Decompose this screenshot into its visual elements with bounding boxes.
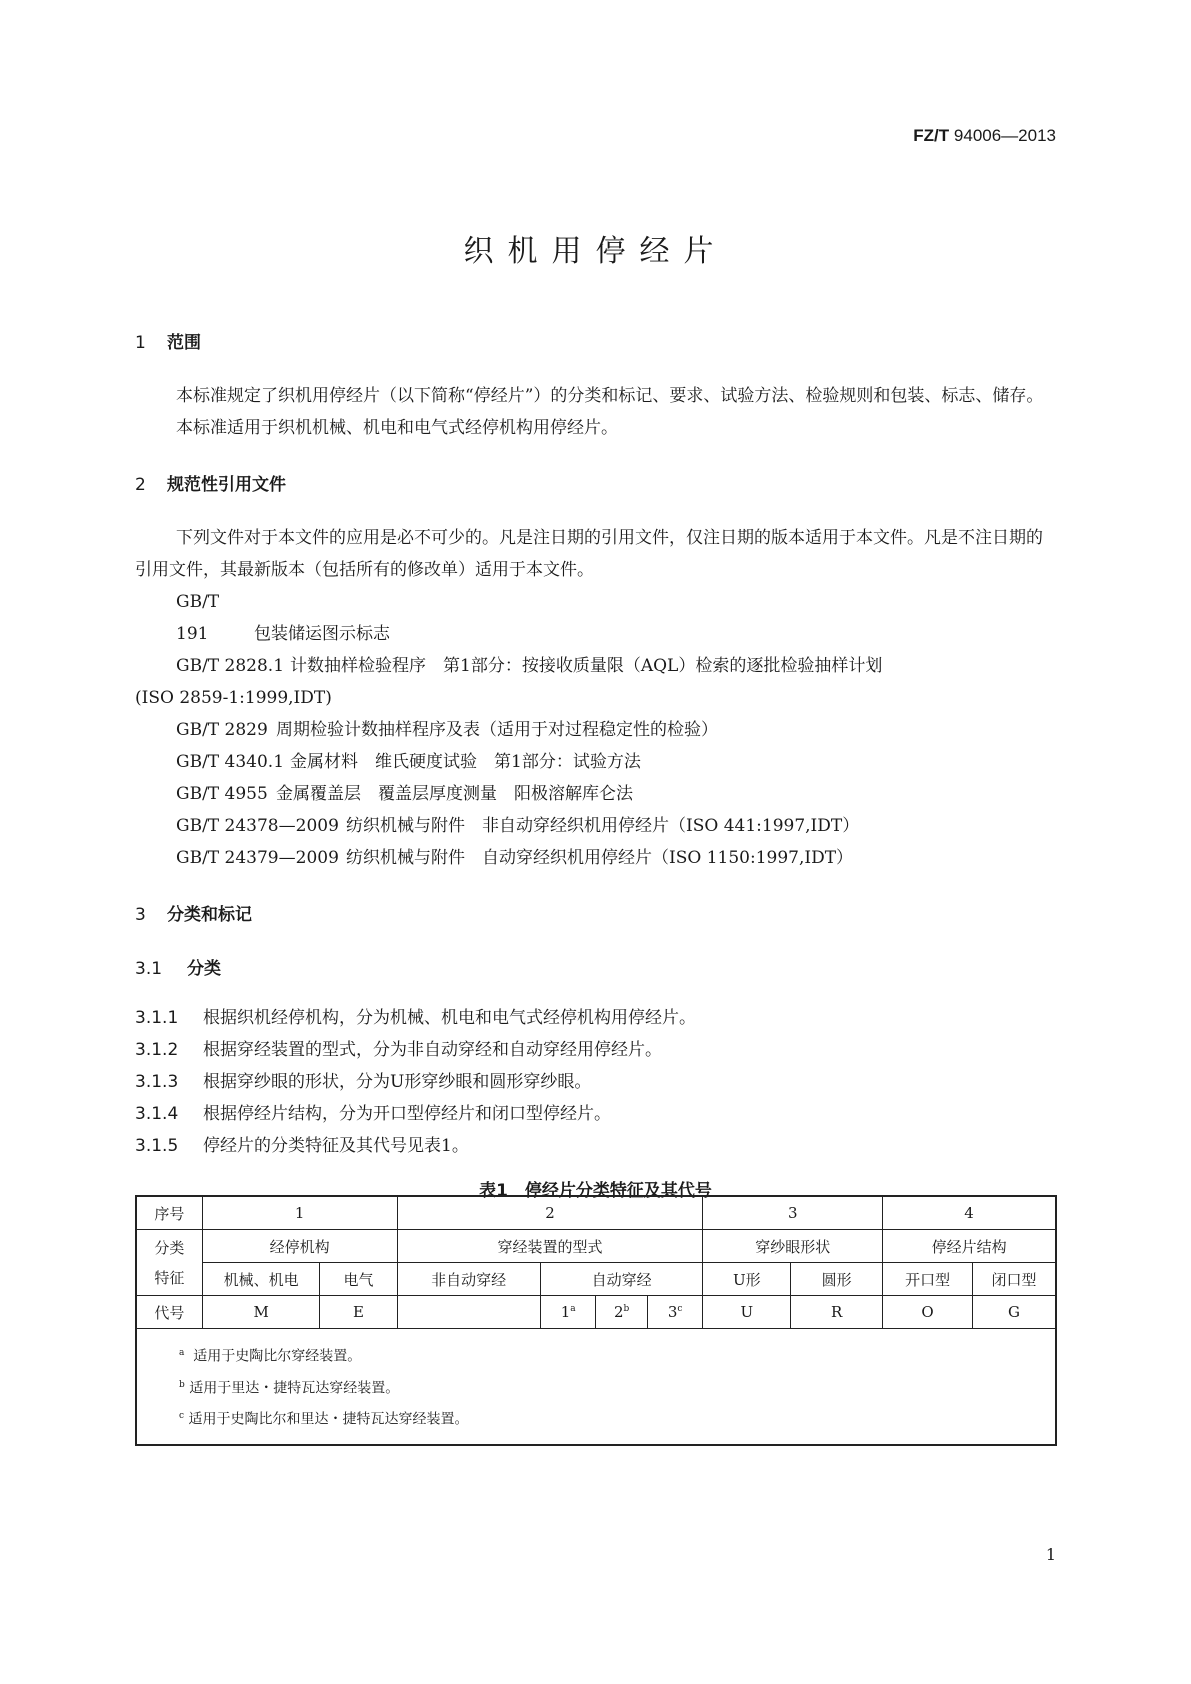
classification-table (135, 1195, 1057, 1446)
paragraph: 下列文件对于本文件的应用是必不可少的。凡是注日期的引用文件，仅注日期的版本适用于本文件。凡是不注日期的引用文件，其最新版本（包括所有的修改单）适用于本文件。 (135, 528, 1043, 580)
sub-header: 开口型 (883, 1263, 973, 1296)
code-cell: U (703, 1296, 791, 1329)
reference-item: GB/T 2828.1 计数抽样检验程序 第1部分：按接收质量限（AQL）检索的逐批检验抽样计划 (176, 656, 883, 676)
section-1-heading: 1 范围 (135, 333, 201, 353)
table-caption: 表1 停经片分类特征及其代号 (479, 1181, 712, 1201)
sub-header: 电气 (320, 1263, 397, 1296)
code-cell: 3$^c$ (647, 1296, 703, 1329)
paragraph: 本标准规定了织机用停经片（以下简称“停经片”）的分类和标记、要求、试验方法、检验规则和包装、标志、储存。 (176, 386, 1044, 406)
group-header: 穿经装置的型式 (397, 1230, 703, 1263)
page-number: 1 (1045, 1545, 1056, 1564)
sub-header: 机械、机电 (202, 1263, 320, 1296)
code-cell: O (883, 1296, 973, 1329)
standard-code (913, 126, 1056, 146)
sub-header: 非自动穿经 (397, 1263, 540, 1296)
table-row (136, 1263, 1056, 1296)
paragraph: 本标准适用于织机机械、机电和电气式经停机构用停经片。 (176, 418, 618, 438)
document-title: 织机用停经片 (463, 234, 728, 269)
code-cell (397, 1296, 540, 1329)
group-header: 停经片结构 (883, 1230, 1056, 1263)
row-label: 代号 (136, 1296, 202, 1329)
clause: 3.1.3 根据穿纱眼的形状，分为U形穿纱眼和圆形穿纱眼。 (135, 1072, 592, 1092)
clause: 3.1.4 根据停经片结构，分为开口型停经片和闭口型停经片。 (135, 1104, 611, 1124)
reference-item: GB/T 4340.1 金属材料 维氏硬度试验 第1部分：试验方法 (176, 752, 641, 772)
standard-number: 94006—2013 (953, 126, 1056, 145)
clause: 3.1.5 停经片的分类特征及其代号见表1。 (135, 1136, 469, 1156)
table-note: $^b$ 适用于里达・捷特瓦达穿经装置。 (179, 1379, 400, 1397)
reference-item: GB/T 2829 周期检验计数抽样程序及表（适用于对过程稳定性的检验） (176, 720, 718, 740)
code-cell: R (791, 1296, 883, 1329)
sub-header: U形 (703, 1263, 791, 1296)
seq-cell: 1 (202, 1196, 397, 1230)
standard-prefix: FZ/T (913, 126, 950, 145)
table-notes-row (136, 1329, 1056, 1445)
seq-cell: 3 (703, 1196, 883, 1230)
subsection-3-1-heading: 3.1 分类 (135, 959, 221, 979)
clause: 3.1.2 根据穿经装置的型式，分为非自动穿经和自动穿经用停经片。 (135, 1040, 662, 1060)
code-cell: M (202, 1296, 320, 1329)
section-3-heading: 3 分类和标记 (135, 905, 252, 925)
code-cell: 1$^a$ (540, 1296, 596, 1329)
group-header: 经停机构 (202, 1230, 397, 1263)
code-cell: 2$^b$ (596, 1296, 647, 1329)
code-cell: G (973, 1296, 1056, 1329)
table-note: $^a$ 适用于史陶比尔穿经装置。 (179, 1348, 362, 1365)
document-body (135, 328, 1056, 1201)
row-label: 序号 (136, 1196, 202, 1230)
table-row (136, 1196, 1056, 1230)
clause: 3.1.1 根据织机经停机构，分为机械、机电和电气式经停机构用停经片。 (135, 1008, 696, 1028)
table-note: $^c$ 适用于史陶比尔和里达・捷特瓦达穿经装置。 (179, 1411, 469, 1428)
sub-header: 闭口型 (973, 1263, 1056, 1296)
code-cell: E (320, 1296, 397, 1329)
sub-header: 圆形 (791, 1263, 883, 1296)
reference-item: GB/T 24379—2009 纺织机械与附件 自动穿经织机用停经片（ISO 1150:1997,IDT） (176, 848, 854, 868)
reference-item: GB/T 191 包装储运图示标志 (176, 592, 390, 644)
table-row (136, 1296, 1056, 1329)
section-2-heading: 2 规范性引用文件 (135, 475, 286, 495)
seq-cell: 4 (883, 1196, 1056, 1230)
group-header: 穿纱眼形状 (703, 1230, 883, 1263)
table-notes (136, 1329, 1056, 1445)
row-label: 分类 特征 (136, 1230, 202, 1296)
sub-header: 自动穿经 (540, 1263, 703, 1296)
reference-item: GB/T 4955 金属覆盖层 覆盖层厚度测量 阳极溶解库仑法 (176, 784, 633, 804)
reference-item: GB/T 24378—2009 纺织机械与附件 非自动穿经织机用停经片（ISO 441:1997,IDT） (176, 816, 860, 836)
table-row (136, 1230, 1056, 1263)
seq-cell: 2 (397, 1196, 703, 1230)
reference-item-continuation: (ISO 2859-1:1999,IDT) (135, 688, 332, 708)
